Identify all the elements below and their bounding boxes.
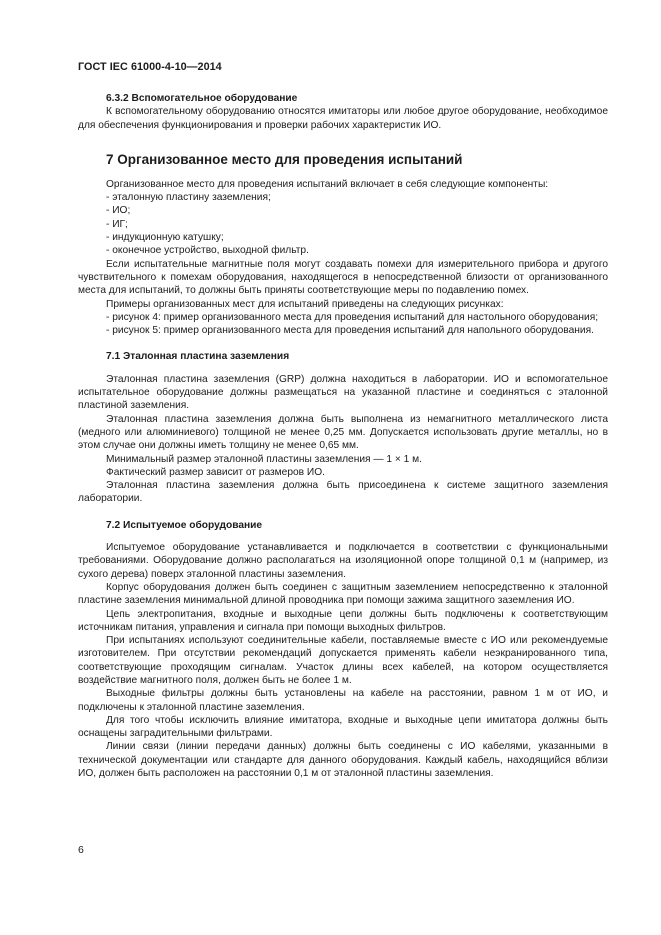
subsection-6-3-2-title: 6.3.2 Вспомогательное оборудование xyxy=(106,93,298,104)
section-7-title: 7 Организованное место для проведения испытаний xyxy=(106,151,463,167)
paragraph: Эталонная пластина заземления должна быть присоединена к системе защитного заземления лаборатории. xyxy=(78,480,608,505)
list-item: - индукционную катушку; xyxy=(106,232,224,244)
paragraph: К вспомогательному оборудованию относятся имитаторы или любое другое оборудование, необходимое для обеспечения функционирования и проверки рабочих характеристик ИО. xyxy=(78,106,608,131)
list-item: - эталонную пластину заземления; xyxy=(106,192,271,204)
subsection-7-1-title: 7.1 Эталонная пластина заземления xyxy=(106,351,290,363)
paragraph: Если испытательные магнитные поля могут создавать помехи для измерительного прибора и другого чувствительного к помехам оборудования, находящегося в непосредственной близости от организованного места для испытаний, то должны быть приняты соответствующие меры по подавлению помех. xyxy=(78,258,608,297)
list-item: - ИГ; xyxy=(106,218,128,230)
paragraph: Минимальный размер эталонной пластины заземления — 1 × 1 м. xyxy=(106,453,422,465)
subsection-7-2-title: 7.2 Испытуемое оборудование xyxy=(106,519,263,531)
list-item: - рисунок 4: пример организованного места для проведения испытаний для настольного оборудования; xyxy=(106,311,599,323)
paragraph: Испытуемое оборудование устанавливается и подключается в соответствии с функциональными требованиями. Оборудование должно располагаться на изоляционной опоре толщиной 0,1 м (например, из сухого дерева) поверх эталонной пластины заземления. xyxy=(78,542,608,580)
document-code-header: ГОСТ IEC 61000-4-10—2014 xyxy=(78,61,222,73)
paragraph: Выходные фильтры должны быть установлены на кабеле на расстоянии, равном 1 м от ИО, и подключены к эталонной пластине заземления. xyxy=(78,688,608,713)
paragraph: Корпус оборудования должен быть соединен с защитным заземлением непосредственно к эталонной пластине заземления минимальной длиной проводника при помощи зажима защитного заземления ИО. xyxy=(78,581,608,607)
paragraph: Линии связи (линии передачи данных) должны быть соединены с ИО кабелями, указанными в технической документации или стандарте для данного оборудования. Каждый кабель, находящийся вблизи ИО, должен быть расположен на расстоянии 0,1 м от эталонной пластины заземления. xyxy=(78,741,608,780)
paragraph: Для того чтобы исключить влияние имитатора, входные и выходные цепи имитатора должны быть оснащены заградительными фильтрами. xyxy=(78,714,608,740)
page-number: 6 xyxy=(78,844,84,856)
paragraph: Эталонная пластина заземления (GRP) должна находиться в лаборатории. ИО и вспомогательное испытательное оборудование должны размещаться на указанной пластине и соединяться с эталонной пластиной заземления. xyxy=(78,373,608,412)
paragraph: Цепь электропитания, входные и выходные цепи должны быть подключены к соответствующим источникам питания, управления и сигнала при помощи выходных фильтров. xyxy=(78,608,608,633)
list-item: - оконечное устройство, выходной фильтр. xyxy=(106,245,309,257)
paragraph: Эталонная пластина заземления должна быть выполнена из немагнитного металлического листа (медного или алюминиевого) толщиной не менее 0,25 мм. Допускается использовать другие металлы, но в этом случае они должны иметь толщину не менее 0,65 мм. xyxy=(78,413,608,452)
paragraph: Примеры организованных мест для испытаний приведены на следующих рисунках: xyxy=(106,298,504,310)
list-item: - рисунок 5: пример организованного места для проведения испытаний для напольного оборудования. xyxy=(106,325,594,337)
paragraph: Фактический размер зависит от размеров ИО. xyxy=(106,466,325,478)
paragraph: Организованное место для проведения испытаний включает в себя следующие компоненты: xyxy=(106,178,549,190)
paragraph: При испытаниях используют соединительные кабели, поставляемые вместе с ИО или рекомендуемые изготовителем. При отсутствии рекомендаций допускается применять кабели неэкранированного типа, соответствующие проходящим сигналам. Участок длины всех кабелей, на котором осуществляется воздействие магнитного поля, должен быть не более 1 м. xyxy=(78,635,608,686)
page-content xyxy=(78,92,608,780)
list-item: - ИО; xyxy=(106,205,131,217)
